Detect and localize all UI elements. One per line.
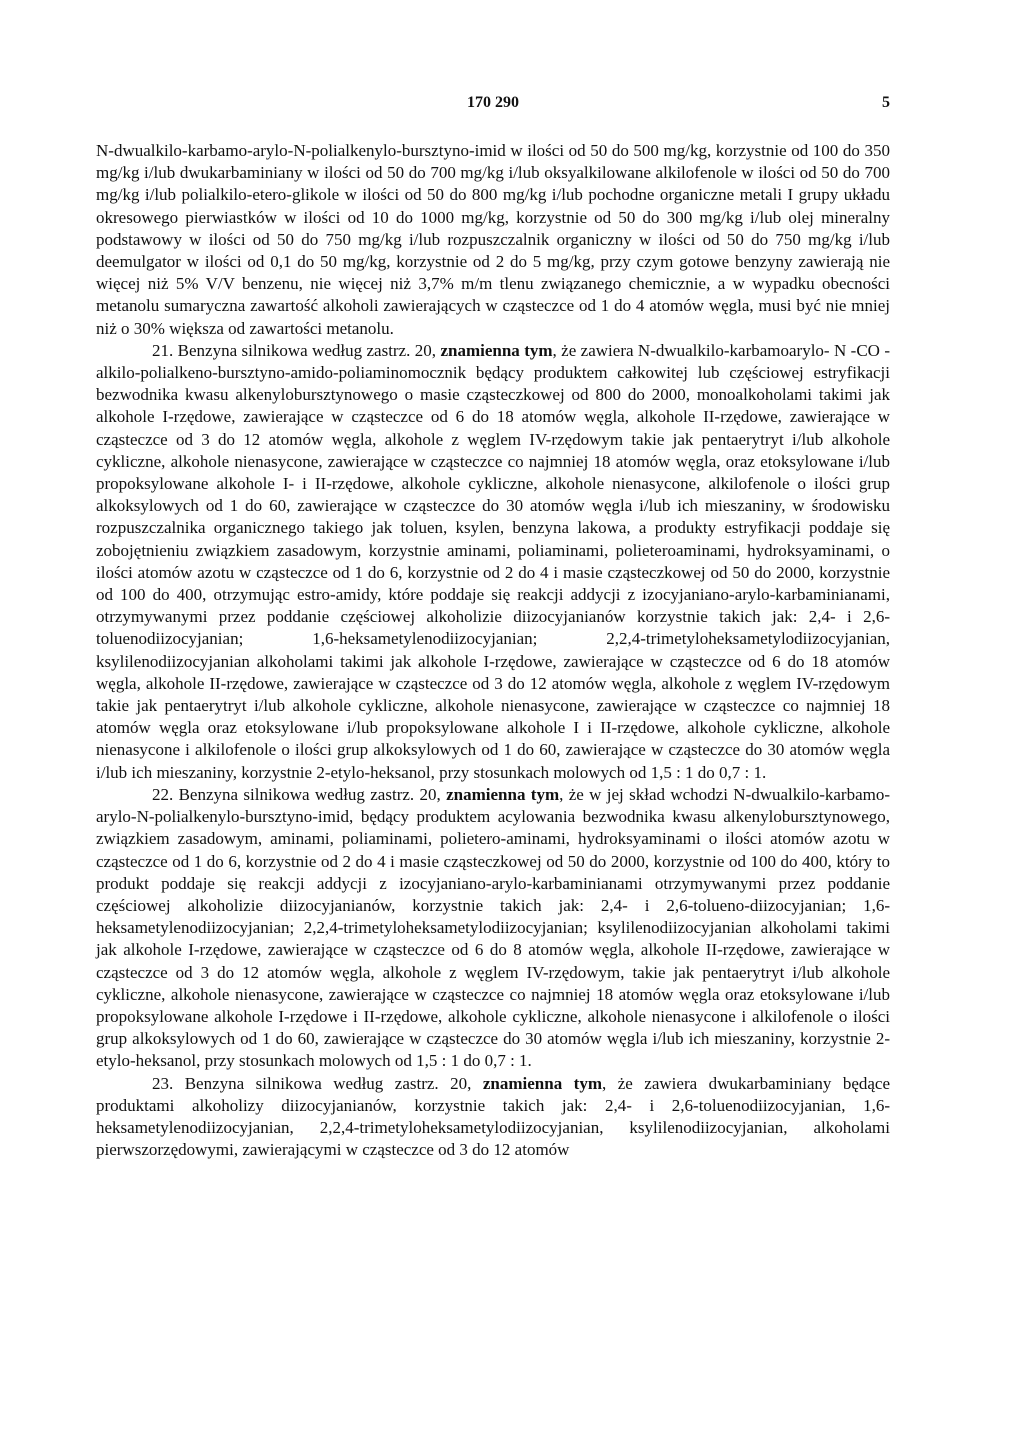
claim-21-text: , że zawiera N-dwualkilo-karbamoarylo- N -CO - alkilo-polialkeno-bursztyno-amido-poliaminomocznik będący produktem całkowitej lub częściowej estryfikacji bezwodnika kwasu alkenylobursztynowego o masie cząsteczkowej od 800 do 2000, monoalkoholami takimi jak alkohole I-rzędowe, zawierające w cząsteczce od 6 do 18 atomów węgla, alkohole II-rzędowe, zawierające w cząsteczce od 3 do 12 atomów węgla, alkohole z węglem IV-rzędowym takie jak pentaerytryt i/lub alkohole cykliczne, alkohole nienasycone, zawierające w cząsteczce co najmniej 18 atomów węgla, oraz etoksylowane i/lub propoksylowane alkohole I- i II-rzędowe, alkohole cykliczne, alkohole nienasycone, alkilofenole o ilości grup alkoksylowych od 1 do 60, zawierające w cząsteczce do 30 atomów węgla i/lub ich mieszaniny, w środowisku rozpuszczalnika organicznego takiego jak toluen, ksylen, benzyna lakowa, a produkty estryfikacji poddaje się zobojętnieniu związkiem zasadowym, korzystnie aminami, poliaminami, polieteroaminami, hydroksyaminami, o ilości atomów azotu w cząsteczce od 1 do 6, korzystnie od 2 do 4 i masie cząsteczkowej od 50 do 2000, korzystnie od 100 do 400, otrzymując estro-amidy, które poddaje się reakcji addycji z izocyjaniano-arylo-karbaminianami, otrzymywanymi przez poddanie częściowej alkoholizie diizocyjanianów korzystnie takich jak: 2,4- i 2,6-toluenodiizocyjanian; 1,6-heksametylenodiizocyjanian; 2,2,4-trimetyloheksametylodiizocyjanian, ksylilenodiizocyjanian alkoholami takimi jak alkohole I-rzędowe, zawierające w cząsteczce od 6 do 18 atomów węgla, alkohole II-rzędowe, zawierające w cząsteczce od 3 do 12 atomów węgla, alkohole z węglem IV-rzędowym takie jak pentaerytryt i/lub alkohole cykliczne, alkohole nienasycone, zawierające w cząsteczce co najmniej 18 atomów węgla oraz etoksylowane i/lub propoksylowane alkohole I i II-rzędowe, alkohole cykliczne, alkohole nienasycone i alkilofenole o ilości grup alkoksylowych od 1 do 60, zawierające w cząsteczce do 30 atomów węgla i/lub ich mieszaniny, korzystnie 2-etylo-heksanol, przy stosunkach molowych od 1,5 : 1 do 0,7 : 1.	[96, 340, 891, 782]
document-body	[96, 140, 890, 1161]
document-number: 170 290	[467, 94, 519, 111]
claim-23-keyword: znamienna tym	[482, 1073, 603, 1093]
page-header	[96, 94, 890, 120]
claim-23	[96, 1073, 890, 1162]
claim-23-lead: 23. Benzyna silnikowa według zastrz. 20,	[152, 1073, 472, 1093]
claim-21-lead: 21. Benzyna silnikowa według zastrz. 20,	[152, 340, 437, 360]
claim-21-keyword: znamienna tym	[440, 340, 553, 360]
claim-23-text: , że zawiera dwukarbaminiany będące produktami alkoholizy diizocyjanianów, korzystnie takich jak: 2,4- i 2,6-toluenodiizocyjanian, 1,6-heksametylenodiizocyjanian, 2,2,4-trimetyloheksametylodiizocyjanian, ksylilenodiizocyjanian, alkoholami pierwszorzędowymi, zawierającymi w cząsteczce od 3 do 12 atomów	[96, 1073, 891, 1160]
claim-22-lead: 22. Benzyna silnikowa według zastrz. 20,	[152, 784, 441, 804]
continuation-paragraph: N-dwualkilo-karbamo-arylo-N-polialkenylo-bursztyno-imid w ilości od 50 do 500 mg/kg, korzystnie od 100 do 350 mg/kg i/lub dwukarbaminiany w ilości od 50 do 700 mg/kg i/lub oksyalkilowane alkilofenole w ilości od 50 do 700 mg/kg i/lub polialkilo-etero-glikole w ilości od 50 do 800 mg/kg i/lub pochodne organiczne metali I grupy układu okresowego pierwiastków w ilości od 10 do 1000 mg/kg, korzystnie od 50 do 300 mg/kg i/lub olej mineralny podstawowy w ilości od 50 do 750 mg/kg i/lub rozpuszczalnik organiczny w ilości od 50 do 750 mg/kg i/lub deemulgator w ilości od 0,1 do 50 mg/kg, korzystnie od 2 do 5 mg/kg, przy czym gotowe benzyny zawierają nie więcej niż 5% V/V benzenu, nie więcej niż 3,7% m/m tlenu związanego chemicznie, a w wypadku obecności metanolu sumaryczna zawartość alkoholi zawierających w cząsteczce od 1 do 4 atomów węgla, musi być nie mniej niż o 30% większa od zawartości metanolu.	[96, 141, 890, 338]
claim-21	[96, 340, 890, 784]
page-number: 5	[882, 94, 890, 111]
claim-22-keyword: znamienna tym	[446, 784, 560, 804]
claim-22-text: , że w jej skład wchodzi N-dwualkilo-karbamo-arylo-N-polialkenylo-bursztyno-imid, będący produktem acylowania bezwodnika kwasu alkenylobursztynowego, związkiem zasadowym, aminami, poliaminami, polietero-aminami, hydroksyaminami o ilości atomów azotu w cząsteczce od 1 do 6, korzystnie od 2 do 4 i masie cząsteczkowej od 50 do 2000, korzystnie od 100 do 400, który to produkt poddaje się reakcji addycji z izocyjaniano-arylo-karbaminianami otrzymywanymi przez poddanie częściowej alkoholizie diizocyjanianów, korzystnie takich jak: 2,4- i 2,6-tolueno-diizocyjanian; 1,6-heksametylenodiizocyjanian; 2,2,4-trimetyloheksametylodiizocyjanian; ksylilenodiizocyjanian alkoholami takimi jak alkohole I-rzędowe, zawierające w cząsteczce od 6 do 8 atomów węgla, alkohole II-rzędowe, zawierające w cząsteczce od 3 do 12 atomów węgla, alkohole z węglem IV-rzędowym, takie jak pentaerytryt i/lub alkohole cykliczne, alkohole nienasycone, zawierające w cząsteczce co najmniej 18 atomów węgla oraz etoksylowane i/lub propoksylowane alkohole I-rzędowe i II-rzędowe, alkohole cykliczne, alkohole nienasycone i alkilofenole o ilości grup alkoksylowych od 1 do 60, zawierające w cząsteczce do 30 atomów węgla i/lub ich mieszaniny, korzystnie 2-etylo-heksanol, przy stosunkach molowych od 1,5 : 1 do 0,7 : 1.	[96, 784, 891, 1071]
claim-22	[96, 784, 890, 1073]
document-page	[96, 94, 890, 1161]
